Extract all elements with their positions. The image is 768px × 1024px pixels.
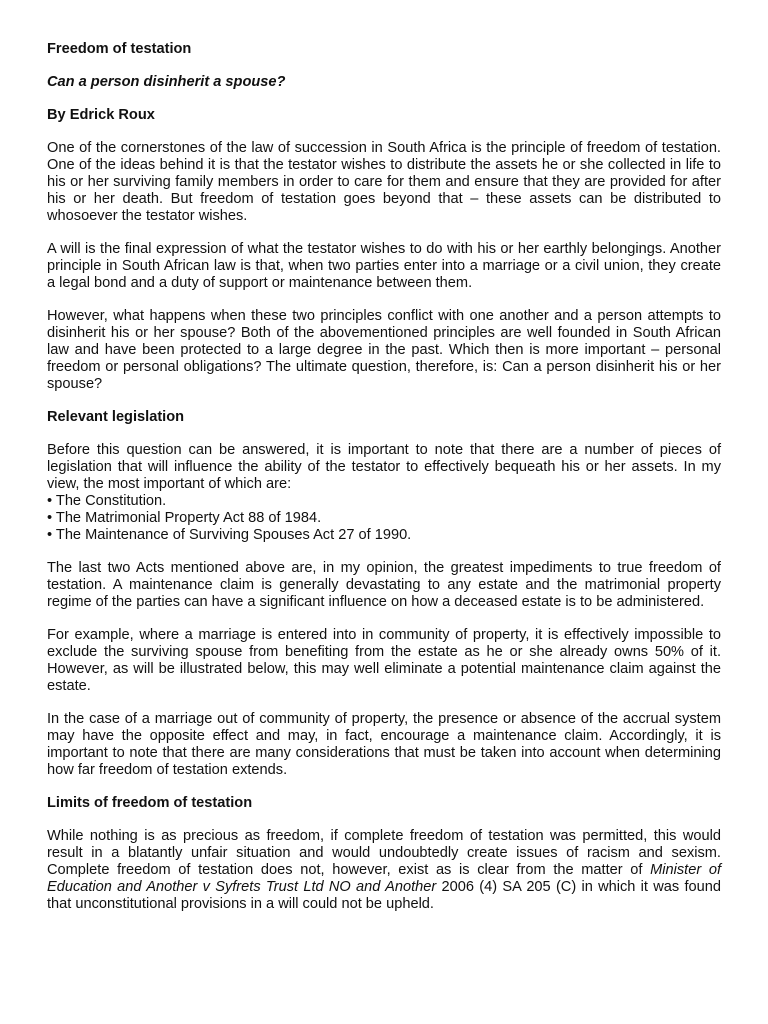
legislation-paragraph-2: For example, where a marriage is entered into in community of property, it is effectively impossible to exclude the surviving spouse from benefiting from the estate as he or she already owns 50% of it. However, as will be illustrated below, this may well eliminate a potential maintenance claim against the estate. <box>47 627 721 694</box>
legislation-intro-paragraph: Before this question can be answered, it is important to note that there are a number of pieces of legislation that will influence the ability of the testator to effectively bequeath his or her assets. In my view, the most important of which are: <box>47 442 721 492</box>
legislation-paragraph-1: The last two Acts mentioned above are, in my opinion, the greatest impediments to true freedom of testation. A maintenance claim is generally devastating to any estate and the matrimonial property regime of the parties can have a significant influence on how a deceased estate is to be administered. <box>47 560 721 610</box>
document-title: Freedom of testation <box>47 41 192 57</box>
limits-text-before: While nothing is as precious as freedom, if complete freedom of testation was permitted, this would result in a blatantly unfair situation and would undoubtedly create issues of racism and sexism. Complete freedom of testation does not, however, exist as is clear from the matter of <box>47 828 721 878</box>
section-heading-limits: Limits of freedom of testation <box>47 795 253 811</box>
section-heading-legislation: Relevant legislation <box>47 409 185 425</box>
intro-paragraph-2: A will is the final expression of what the testator wishes to do with his or her earthly belongings. Another principle in South African law is that, when two parties enter into a marriage or a civil union, they create a legal bond and a duty of support or maintenance between them. <box>47 241 721 291</box>
list-item: • The Matrimonial Property Act 88 of 1984. <box>47 510 322 526</box>
intro-paragraph-3: However, what happens when these two principles conflict with one another and a person attempts to disinherit his or her spouse? Both of the abovementioned principles are well founded in South African law and have been protected to a large degree in the past. Which then is more important – personal freedom or personal obligations? The ultimate question, therefore, is: Can a person disinherit his or her spouse? <box>47 308 721 392</box>
author-byline: By Edrick Roux <box>47 107 155 123</box>
limits-text-after: 2006 (4) SA 205 (C) in which it was found that unconstitutional provisions in a will could not be upheld. <box>47 879 722 912</box>
legislation-list <box>47 493 721 544</box>
case-citation: Minister of Education and Another v Syfrets Trust Ltd NO and Another <box>47 862 722 895</box>
list-item: • The Constitution. <box>47 493 167 509</box>
limits-paragraph-1 <box>47 828 721 913</box>
intro-paragraph-1: One of the cornerstones of the law of succession in South Africa is the principle of freedom of testation. One of the ideas behind it is that the testator wishes to distribute the assets he or she collected in life to his or her surviving family members in order to care for them and ensure that they are provided for after his or her death. But freedom of testation goes beyond that – these assets can be distributed to whosoever the testator wishes. <box>47 140 721 224</box>
list-item: • The Maintenance of Surviving Spouses Act 27 of 1990. <box>47 527 412 543</box>
document-subtitle: Can a person disinherit a spouse? <box>47 74 286 90</box>
legislation-paragraph-3: In the case of a marriage out of community of property, the presence or absence of the accrual system may have the opposite effect and may, in fact, encourage a maintenance claim. Accordingly, it is important to note that there are many considerations that must be taken into account when determining how far freedom of testation extends. <box>47 711 721 778</box>
